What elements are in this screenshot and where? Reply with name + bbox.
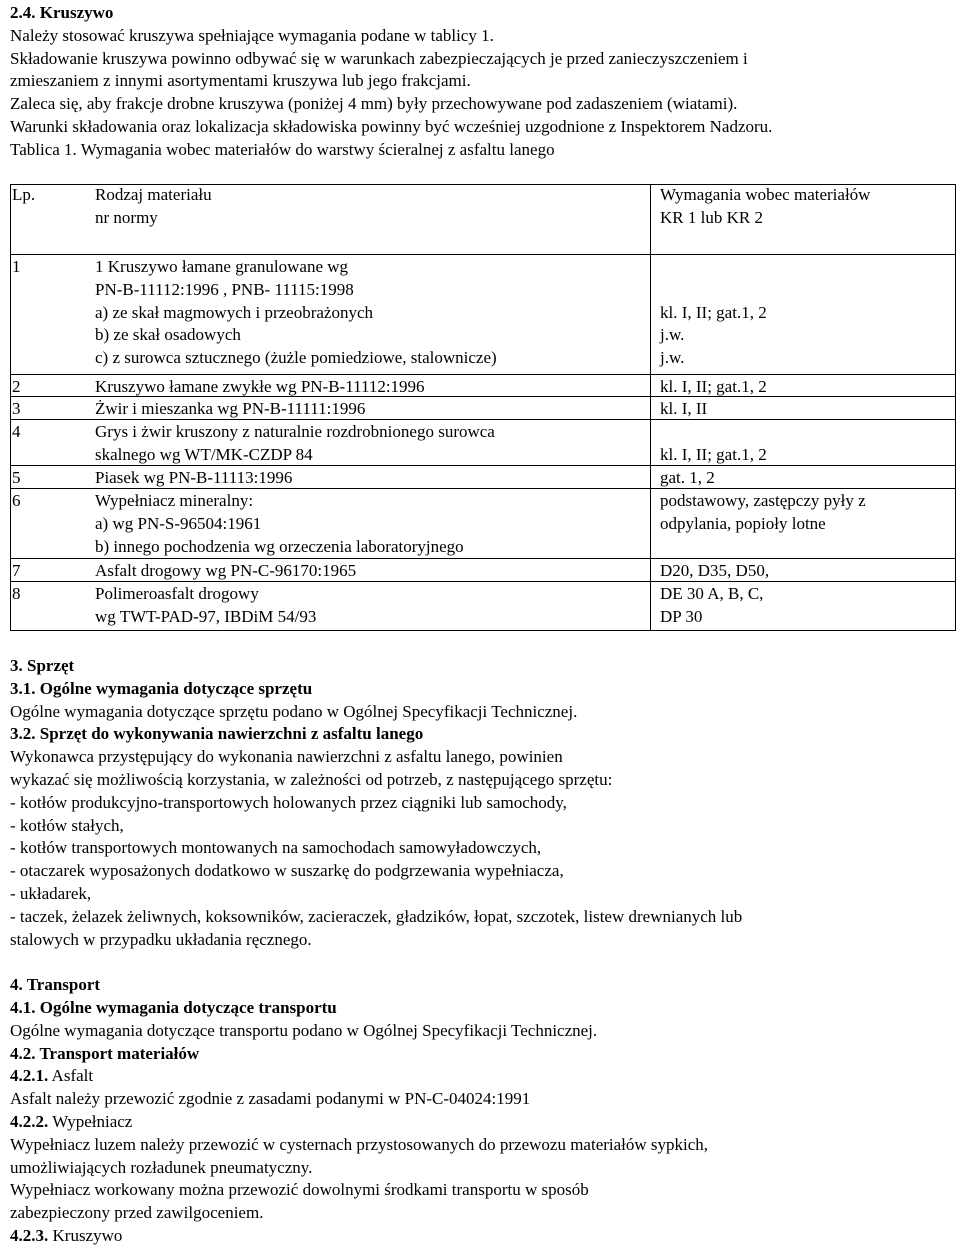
row-material-line: Asfalt drogowy wg PN-C-96170:1965 bbox=[95, 561, 357, 580]
header-requirements: Wymagania wobec materiałów bbox=[660, 185, 871, 204]
table-caption: Tablica 1. Wymagania wobec materiałów do warstwy ścieralnej z asfaltu lanego bbox=[10, 139, 555, 159]
table-rule bbox=[10, 465, 956, 466]
list-item: - kotłów produkcyjno-transportowych holowanych przez ciągniki lub samochody, bbox=[10, 792, 567, 812]
row-requirement-line: podstawowy, zastępczy pyły z bbox=[660, 491, 866, 510]
subsection-heading: 3.2. Sprzęt do wykonywania nawierzchni z asfaltu lanego bbox=[10, 724, 424, 744]
sections-3-4 bbox=[10, 655, 955, 1248]
intro-line: zmieszaniem z innymi asortymentami kruszywa lub jego frakcjami. bbox=[10, 71, 471, 91]
row-lp: 7 bbox=[12, 561, 21, 580]
row-material-line: Grys i żwir kruszony z naturalnie rozdrobnionego surowca bbox=[95, 422, 495, 441]
table-rule bbox=[10, 396, 956, 397]
row-requirement-line: j.w. bbox=[660, 348, 685, 368]
row-requirement-line: odpylania, popioły lotne bbox=[660, 513, 826, 533]
table-rule bbox=[650, 184, 651, 631]
list-item: stalowych w przypadku układania ręcznego. bbox=[10, 929, 312, 949]
intro-line: Składowanie kruszywa powinno odbywać się w warunkach zabezpieczających je przed zanieczyszczeniem i bbox=[10, 48, 748, 68]
list-item: - otaczarek wyposażonych dodatkowo w suszarkę do podgrzewania wypełniacza, bbox=[10, 861, 564, 881]
subsection-heading: 4.2. Transport materiałów bbox=[10, 1043, 200, 1063]
row-material-line: wg TWT-PAD-97, IBDiM 54/93 bbox=[95, 606, 317, 626]
paragraph: Wypełniacz luzem należy przewozić w cysternach przystosowanych do przewozu materiałów sypkich, bbox=[10, 1134, 709, 1154]
list-item: - kotłów transportowych montowanych na samochodach samowyładowczych, bbox=[10, 838, 542, 858]
row-material-line: PN-B-11112:1996 , PNB- 11115:1998 bbox=[95, 279, 354, 299]
row-requirement-line: kl. I, II; gat.1, 2 bbox=[660, 444, 767, 464]
row-material-line: c) z surowca sztucznego (żużle pomiedziowe, stalownicze) bbox=[95, 348, 497, 368]
table-rule bbox=[10, 254, 956, 255]
table-rule bbox=[10, 419, 956, 420]
row-lp: 3 bbox=[12, 399, 21, 418]
row-lp: 1 bbox=[12, 257, 21, 276]
row-material-line: skalnego wg WT/MK-CZDP 84 bbox=[95, 444, 313, 464]
paragraph: umożliwiających rozładunek pneumatyczny. bbox=[10, 1157, 313, 1177]
table-rule bbox=[10, 488, 956, 489]
paragraph: Wykonawca przystępujący do wykonania nawierzchni z asfaltu lanego, powinien bbox=[10, 747, 563, 767]
row-material-line: Żwir i mieszanka wg PN-B-11111:1996 bbox=[95, 399, 366, 418]
row-lp: 5 bbox=[12, 468, 21, 487]
row-requirement-line: DP 30 bbox=[660, 606, 703, 626]
row-material-line: a) wg PN-S-96504:1961 bbox=[95, 513, 262, 533]
row-material-line: Kruszywo łamane zwykłe wg PN-B-11112:1996 bbox=[95, 377, 425, 396]
row-material-line: b) ze skał osadowych bbox=[95, 325, 241, 345]
subsubsection-heading: 4.2.2. Wypełniacz bbox=[10, 1111, 133, 1131]
table-rule bbox=[10, 630, 956, 631]
row-requirement-line: kl. I, II; gat.1, 2 bbox=[660, 302, 767, 322]
header-lp: Lp. bbox=[12, 185, 36, 204]
paragraph: zabezpieczony przed zawilgoceniem. bbox=[10, 1203, 264, 1223]
paragraph: Asfalt należy przewozić zgodnie z zasadami podanymi w PN-C-04024:1991 bbox=[10, 1089, 531, 1109]
section-heading: 3. Sprzęt bbox=[10, 656, 75, 675]
subsubsection-heading: 4.2.1. Asfalt bbox=[10, 1066, 94, 1086]
row-material-line: b) innego pochodzenia wg orzeczenia laboratoryjnego bbox=[95, 536, 464, 556]
row-material-line: Wypełniacz mineralny: bbox=[95, 491, 254, 510]
row-lp: 6 bbox=[12, 491, 21, 510]
row-requirement-line: kl. I, II; gat.1, 2 bbox=[660, 377, 767, 396]
subsection-heading: 3.1. Ogólne wymagania dotyczące sprzętu bbox=[10, 678, 313, 698]
paragraph: wykazać się możliwością korzystania, w zależności od potrzeb, z następującego sprzętu: bbox=[10, 769, 613, 789]
section-heading: 4. Transport bbox=[10, 975, 101, 995]
paragraph: Ogólne wymagania dotyczące transportu podano w Ogólnej Specyfikacji Technicznej. bbox=[10, 1020, 598, 1040]
list-item: - taczek, żelazek żeliwnych, koksowników, zacieraczek, gładzików, łopat, szczotek, listew drewnianych lub bbox=[10, 906, 743, 926]
table-rule bbox=[10, 374, 956, 375]
paragraph: Ogólne wymagania dotyczące sprzętu podano w Ogólnej Specyfikacji Technicznej. bbox=[10, 701, 578, 721]
intro-line: Zaleca się, aby frakcje drobne kruszywa (poniżej 4 mm) były przechowywane pod zadaszeniem (wiatami). bbox=[10, 94, 738, 114]
row-requirement-line: D20, D35, D50, bbox=[660, 561, 770, 580]
header-norm: nr normy bbox=[95, 207, 158, 227]
table-rule bbox=[10, 184, 11, 631]
row-requirement-line: kl. I, II bbox=[660, 399, 708, 418]
row-requirement-line: gat. 1, 2 bbox=[660, 468, 715, 487]
intro-line: Warunki składowania oraz lokalizacja składowiska powinny być wcześniej uzgodnione z Inspektorem Nadzoru. bbox=[10, 116, 773, 136]
paragraph: Wypełniacz workowany można przewozić dowolnymi środkami transportu w sposób bbox=[10, 1180, 589, 1200]
row-lp: 4 bbox=[12, 422, 21, 441]
row-requirement-line: j.w. bbox=[660, 325, 685, 345]
list-item: - kotłów stałych, bbox=[10, 815, 124, 835]
section-heading: 2.4. Kruszywo bbox=[10, 3, 114, 22]
row-material-line: 1 Kruszywo łamane granulowane wg bbox=[95, 257, 349, 276]
table-rule bbox=[10, 581, 956, 582]
row-material-line: a) ze skał magmowych i przeobrażonych bbox=[95, 302, 374, 322]
header-kr: KR 1 lub KR 2 bbox=[660, 207, 763, 227]
intro-line: Należy stosować kruszywa spełniające wymagania podane w tablicy 1. bbox=[10, 25, 494, 45]
row-lp: 2 bbox=[12, 377, 21, 396]
header-material: Rodzaj materiału bbox=[95, 185, 212, 204]
row-lp: 8 bbox=[12, 584, 21, 603]
row-material-line: Polimeroasfalt drogowy bbox=[95, 584, 259, 603]
table-rule bbox=[10, 558, 956, 559]
section-2-4 bbox=[10, 2, 955, 162]
subsubsection-heading: 4.2.3. Kruszywo bbox=[10, 1225, 123, 1245]
row-requirement-line: DE 30 A, B, C, bbox=[660, 584, 764, 603]
list-item: - układarek, bbox=[10, 883, 92, 903]
table-rule bbox=[955, 184, 956, 631]
row-material-line: Piasek wg PN-B-11113:1996 bbox=[95, 468, 293, 487]
requirements-table bbox=[10, 184, 956, 631]
subsection-heading: 4.1. Ogólne wymagania dotyczące transportu bbox=[10, 997, 337, 1017]
